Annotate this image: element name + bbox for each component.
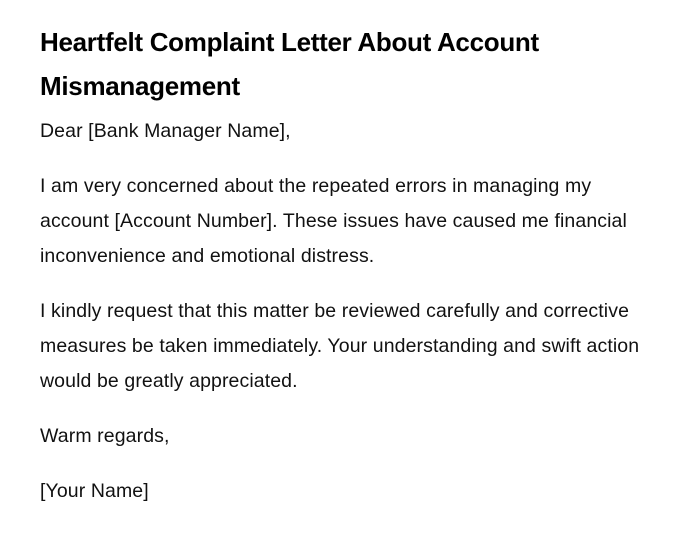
letter-title: Heartfelt Complaint Letter About Account Mismanagement [40,27,539,101]
signature: [Your Name] [40,480,149,502]
body-paragraph-2: I kindly request that this matter be reviewed carefully and corrective measures be taken immediately. Your understanding and swift action would be greatly appreciated. [40,300,640,392]
body-paragraph-1: I am very concerned about the repeated errors in managing my account [Account Number]. These issues have caused me financial inconvenience and emotional distress. [40,175,627,267]
closing: Warm regards, [40,425,170,447]
letter-document [40,20,650,529]
salutation: Dear [Bank Manager Name], [40,120,291,142]
